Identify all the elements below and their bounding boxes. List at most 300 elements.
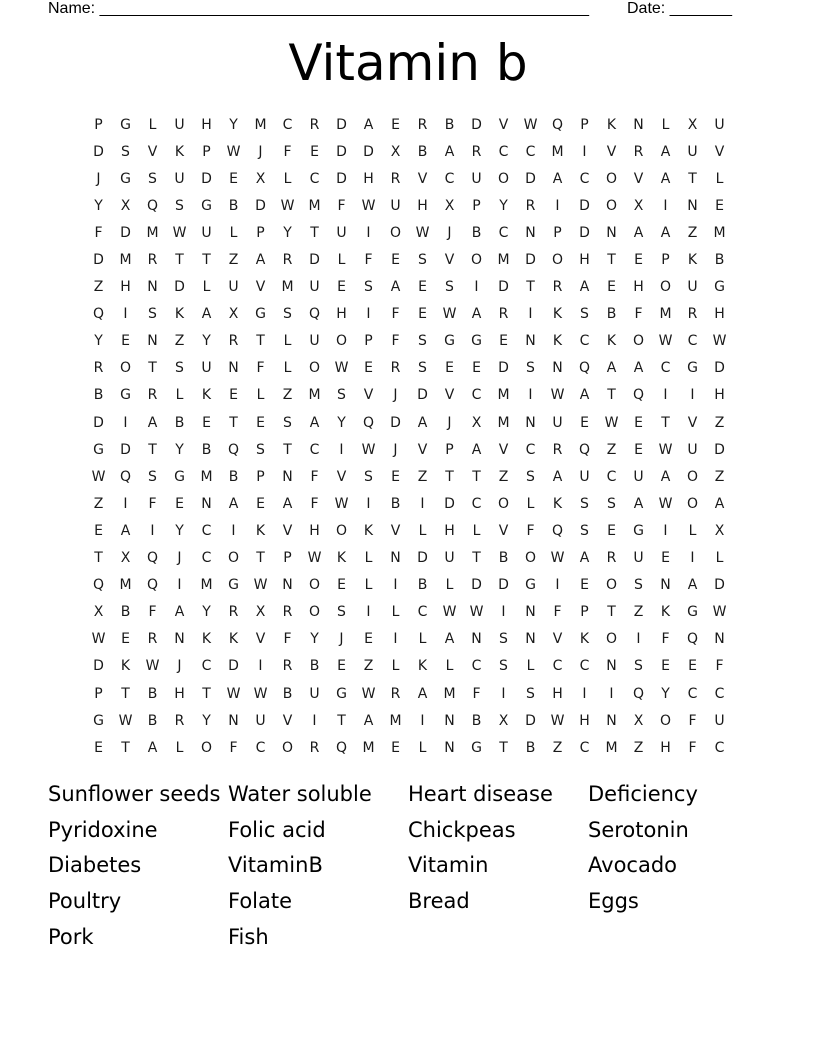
- grid-letter: E: [418, 306, 427, 323]
- grid-letter: I: [366, 306, 371, 323]
- grid-letter: K: [363, 522, 374, 539]
- grid-letter: O: [200, 739, 213, 756]
- grid-letter: O: [686, 468, 699, 485]
- grid-letter: S: [148, 468, 157, 485]
- grid-letter: U: [714, 712, 725, 729]
- word-list-item: VitaminB: [228, 853, 323, 878]
- grid-letter: V: [714, 143, 725, 160]
- grid-letter: N: [525, 631, 536, 648]
- grid-letter: R: [687, 306, 698, 323]
- grid-letter: S: [580, 495, 589, 512]
- grid-letter: C: [687, 685, 698, 702]
- grid-letter: I: [582, 685, 587, 702]
- grid-letter: M: [443, 685, 456, 702]
- grid-letter: W: [523, 116, 538, 133]
- grid-letter: W: [307, 550, 322, 567]
- grid-letter: M: [659, 306, 672, 323]
- grid-letter: I: [366, 495, 371, 512]
- grid-letter: X: [255, 604, 266, 621]
- grid-letter: C: [417, 604, 428, 621]
- grid-letter: X: [444, 197, 455, 214]
- grid-letter: I: [528, 387, 533, 404]
- grid-letter: H: [417, 197, 428, 214]
- grid-letter: E: [607, 279, 616, 296]
- grid-letter: D: [93, 414, 104, 431]
- grid-letter: L: [526, 495, 535, 512]
- grid-letter: H: [174, 685, 185, 702]
- grid-letter: W: [442, 306, 457, 323]
- grid-letter: F: [391, 306, 400, 323]
- grid-letter: I: [150, 522, 155, 539]
- grid-letter: M: [389, 712, 402, 729]
- grid-letter: D: [336, 170, 347, 187]
- grid-letter: B: [120, 604, 131, 621]
- grid-letter: K: [174, 306, 185, 323]
- grid-letter: R: [282, 604, 293, 621]
- grid-letter: N: [228, 712, 239, 729]
- puzzle-title: Vitamin b: [288, 34, 528, 92]
- grid-letter: N: [471, 631, 482, 648]
- grid-letter: G: [444, 333, 455, 350]
- grid-letter: S: [526, 685, 535, 702]
- grid-letter: E: [337, 577, 346, 594]
- grid-letter: X: [255, 170, 266, 187]
- grid-letter: W: [253, 577, 268, 594]
- grid-letter: G: [714, 279, 725, 296]
- grid-letter: R: [147, 387, 158, 404]
- grid-letter: E: [391, 739, 400, 756]
- grid-letter: R: [174, 712, 185, 729]
- grid-letter: C: [309, 441, 320, 458]
- grid-letter: U: [633, 468, 644, 485]
- grid-letter: M: [497, 414, 510, 431]
- grid-letter: H: [309, 522, 320, 539]
- grid-letter: D: [579, 197, 590, 214]
- grid-letter: N: [525, 414, 536, 431]
- grid-letter: J: [258, 143, 263, 160]
- grid-row: [85, 707, 733, 734]
- grid-letter: O: [632, 333, 645, 350]
- grid-letter: W: [550, 387, 565, 404]
- grid-letter: N: [444, 739, 455, 756]
- grid-letter: S: [337, 604, 346, 621]
- grid-letter: G: [471, 739, 482, 756]
- grid-letter: C: [660, 360, 671, 377]
- grid-letter: C: [579, 333, 590, 350]
- grid-row: [85, 517, 733, 544]
- grid-letter: O: [308, 604, 321, 621]
- word-list-item: Folic acid: [228, 817, 326, 842]
- grid-letter: I: [609, 685, 614, 702]
- grid-letter: B: [228, 468, 239, 485]
- grid-letter: K: [606, 116, 617, 133]
- grid-letter: E: [337, 279, 346, 296]
- grid-letter: V: [336, 468, 347, 485]
- grid-letter: X: [390, 143, 401, 160]
- grid-letter: A: [552, 468, 563, 485]
- grid-letter: F: [715, 658, 724, 675]
- grid-letter: B: [714, 252, 725, 269]
- grid-letter: N: [390, 550, 401, 567]
- grid-letter: F: [526, 522, 535, 539]
- grid-letter: F: [283, 143, 292, 160]
- grid-letter: A: [444, 143, 455, 160]
- grid-letter: O: [497, 170, 510, 187]
- grid-letter: Y: [499, 197, 508, 214]
- grid-letter: S: [364, 279, 373, 296]
- grid-letter: T: [607, 604, 616, 621]
- grid-letter: A: [471, 441, 482, 458]
- grid-letter: R: [552, 441, 563, 458]
- grid-letter: F: [553, 604, 562, 621]
- grid-letter: A: [606, 360, 617, 377]
- grid-row: [85, 246, 733, 273]
- grid-letter: K: [552, 495, 563, 512]
- grid-letter: N: [606, 658, 617, 675]
- grid-letter: D: [390, 414, 401, 431]
- grid-letter: X: [498, 712, 509, 729]
- grid-row: [85, 192, 733, 219]
- grid-letter: G: [633, 522, 644, 539]
- grid-letter: Z: [687, 224, 698, 241]
- grid-letter: C: [282, 116, 293, 133]
- grid-letter: C: [498, 143, 509, 160]
- grid-letter: X: [714, 522, 725, 539]
- grid-letter: E: [175, 495, 184, 512]
- grid-letter: D: [255, 197, 266, 214]
- grid-letter: E: [310, 143, 319, 160]
- grid-letter: J: [177, 550, 182, 567]
- grid-letter: W: [604, 414, 619, 431]
- grid-letter: P: [472, 197, 481, 214]
- grid-letter: F: [256, 360, 265, 377]
- grid-letter: Q: [362, 414, 375, 431]
- grid-letter: O: [659, 712, 672, 729]
- grid-letter: M: [254, 116, 267, 133]
- grid-letter: W: [172, 224, 187, 241]
- grid-letter: U: [336, 224, 347, 241]
- word-list-item: Fish: [228, 924, 269, 949]
- word-list-item: Eggs: [588, 889, 639, 914]
- grid-letter: A: [633, 360, 644, 377]
- grid-letter: A: [579, 550, 590, 567]
- grid-letter: I: [339, 441, 344, 458]
- grid-letter: C: [201, 550, 212, 567]
- grid-row: [85, 301, 733, 328]
- grid-letter: Q: [632, 387, 645, 404]
- grid-letter: S: [418, 333, 427, 350]
- grid-letter: N: [147, 333, 158, 350]
- grid-letter: V: [390, 522, 401, 539]
- grid-letter: L: [175, 739, 184, 756]
- date-field-label: Date: _______: [627, 0, 732, 17]
- grid-letter: X: [120, 197, 131, 214]
- grid-letter: A: [660, 170, 671, 187]
- grid-letter: F: [229, 739, 238, 756]
- grid-letter: L: [364, 550, 373, 567]
- grid-letter: W: [658, 495, 673, 512]
- grid-letter: S: [256, 441, 265, 458]
- grid-letter: L: [715, 170, 724, 187]
- grid-letter: E: [499, 333, 508, 350]
- grid-letter: R: [93, 360, 104, 377]
- grid-letter: T: [499, 739, 508, 756]
- grid-letter: E: [202, 414, 211, 431]
- grid-letter: T: [121, 685, 130, 702]
- grid-letter: S: [418, 252, 427, 269]
- grid-letter: K: [120, 658, 131, 675]
- grid-letter: D: [417, 550, 428, 567]
- grid-letter: V: [417, 441, 428, 458]
- grid-row: [85, 219, 733, 246]
- grid-letter: C: [606, 468, 617, 485]
- grid-letter: A: [633, 495, 644, 512]
- grid-letter: G: [471, 333, 482, 350]
- grid-letter: K: [336, 550, 347, 567]
- grid-letter: O: [335, 333, 348, 350]
- grid-letter: H: [336, 306, 347, 323]
- grid-letter: N: [633, 116, 644, 133]
- grid-letter: F: [310, 495, 319, 512]
- grid-row: [85, 653, 733, 680]
- grid-letter: V: [633, 170, 644, 187]
- grid-letter: K: [201, 387, 212, 404]
- grid-letter: D: [336, 143, 347, 160]
- grid-letter: N: [687, 197, 698, 214]
- grid-letter: N: [525, 604, 536, 621]
- grid-letter: P: [256, 468, 265, 485]
- grid-letter: R: [147, 252, 158, 269]
- grid-letter: P: [553, 224, 562, 241]
- grid-letter: Z: [363, 658, 374, 675]
- grid-letter: J: [96, 170, 101, 187]
- grid-letter: M: [551, 143, 564, 160]
- grid-letter: T: [256, 550, 265, 567]
- grid-letter: T: [607, 252, 616, 269]
- grid-letter: D: [93, 143, 104, 160]
- grid-letter: N: [552, 360, 563, 377]
- grid-letter: M: [119, 577, 132, 594]
- grid-letter: I: [123, 306, 128, 323]
- grid-letter: Q: [146, 197, 159, 214]
- grid-letter: Z: [174, 333, 185, 350]
- grid-letter: T: [256, 333, 265, 350]
- grid-letter: G: [336, 685, 347, 702]
- grid-letter: L: [202, 279, 211, 296]
- grid-letter: E: [391, 116, 400, 133]
- grid-letter: D: [498, 279, 509, 296]
- grid-letter: L: [445, 658, 454, 675]
- grid-letter: L: [337, 252, 346, 269]
- grid-row: [85, 409, 733, 436]
- grid-letter: E: [472, 360, 481, 377]
- grid-letter: V: [552, 631, 563, 648]
- grid-letter: K: [201, 631, 212, 648]
- grid-letter: I: [393, 631, 398, 648]
- grid-letter: W: [334, 360, 349, 377]
- grid-letter: Z: [714, 414, 725, 431]
- grid-letter: F: [148, 495, 157, 512]
- grid-row: [85, 436, 733, 463]
- grid-letter: L: [175, 387, 184, 404]
- grid-letter: P: [580, 116, 589, 133]
- grid-letter: F: [688, 712, 697, 729]
- grid-letter: R: [282, 658, 293, 675]
- word-list-item: Diabetes: [48, 853, 142, 878]
- grid-letter: T: [607, 387, 616, 404]
- grid-letter: U: [687, 143, 698, 160]
- grid-letter: C: [552, 658, 563, 675]
- grid-letter: H: [201, 116, 212, 133]
- grid-letter: C: [471, 495, 482, 512]
- grid-letter: D: [120, 441, 131, 458]
- grid-letter: W: [226, 143, 241, 160]
- grid-letter: Q: [551, 116, 564, 133]
- grid-letter: N: [606, 712, 617, 729]
- grid-letter: W: [145, 658, 160, 675]
- grid-letter: O: [227, 550, 240, 567]
- grid-letter: E: [715, 197, 724, 214]
- grid-letter: Y: [94, 333, 103, 350]
- grid-letter: L: [418, 522, 427, 539]
- word-list-item: Avocado: [588, 853, 678, 878]
- grid-letter: R: [525, 197, 536, 214]
- grid-letter: C: [471, 658, 482, 675]
- grid-letter: V: [498, 522, 509, 539]
- grid-letter: U: [309, 279, 320, 296]
- grid-letter: V: [282, 712, 293, 729]
- grid-letter: A: [174, 604, 185, 621]
- grid-letter: A: [201, 306, 212, 323]
- grid-letter: A: [390, 279, 401, 296]
- grid-letter: S: [121, 143, 130, 160]
- grid-letter: F: [148, 604, 157, 621]
- grid-letter: V: [606, 143, 617, 160]
- grid-letter: I: [177, 577, 182, 594]
- grid-letter: D: [714, 441, 725, 458]
- grid-letter: Q: [146, 550, 159, 567]
- grid-letter: Q: [146, 577, 159, 594]
- grid-letter: G: [201, 197, 212, 214]
- grid-letter: A: [417, 685, 428, 702]
- grid-letter: G: [120, 116, 131, 133]
- grid-letter: R: [309, 739, 320, 756]
- grid-letter: E: [337, 658, 346, 675]
- grid-letter: C: [309, 170, 320, 187]
- grid-letter: K: [417, 658, 428, 675]
- grid-letter: S: [499, 658, 508, 675]
- grid-letter: E: [256, 495, 265, 512]
- grid-letter: F: [94, 224, 103, 241]
- grid-letter: W: [442, 604, 457, 621]
- grid-letter: U: [174, 170, 185, 187]
- grid-letter: D: [174, 279, 185, 296]
- grid-letter: H: [444, 522, 455, 539]
- grid-row: [85, 599, 733, 626]
- grid-letter: D: [498, 577, 509, 594]
- grid-letter: Q: [632, 685, 645, 702]
- grid-letter: H: [363, 170, 374, 187]
- grid-letter: C: [579, 658, 590, 675]
- grid-letter: U: [579, 468, 590, 485]
- grid-letter: G: [255, 306, 266, 323]
- grid-row: [85, 626, 733, 653]
- word-list-item: Pyridoxine: [48, 817, 158, 842]
- grid-letter: W: [415, 224, 430, 241]
- grid-letter: M: [119, 252, 132, 269]
- word-list-item: Water soluble: [228, 782, 372, 806]
- grid-letter: E: [229, 387, 238, 404]
- grid-letter: Z: [714, 468, 725, 485]
- grid-row: [85, 545, 733, 572]
- grid-letter: A: [120, 522, 131, 539]
- grid-letter: T: [688, 170, 697, 187]
- grid-letter: U: [255, 712, 266, 729]
- grid-letter: B: [282, 685, 293, 702]
- grid-letter: O: [524, 550, 537, 567]
- grid-letter: J: [393, 441, 398, 458]
- grid-letter: E: [94, 522, 103, 539]
- grid-row: [85, 734, 733, 761]
- grid-letter: O: [686, 495, 699, 512]
- grid-letter: T: [94, 550, 103, 567]
- grid-letter: B: [390, 495, 401, 512]
- grid-letter: B: [228, 197, 239, 214]
- grid-letter: N: [147, 279, 158, 296]
- grid-letter: Q: [578, 441, 591, 458]
- grid-letter: D: [93, 252, 104, 269]
- grid-letter: R: [228, 333, 239, 350]
- grid-letter: S: [634, 658, 643, 675]
- grid-letter: W: [91, 631, 106, 648]
- grid-letter: V: [417, 170, 428, 187]
- grid-letter: O: [308, 360, 321, 377]
- grid-letter: T: [337, 712, 346, 729]
- grid-letter: O: [281, 739, 294, 756]
- grid-letter: L: [661, 116, 670, 133]
- grid-letter: L: [472, 522, 481, 539]
- grid-letter: H: [579, 252, 590, 269]
- grid-letter: A: [282, 495, 293, 512]
- grid-letter: E: [121, 333, 130, 350]
- grid-letter: A: [444, 631, 455, 648]
- grid-letter: C: [714, 739, 725, 756]
- grid-letter: E: [580, 577, 589, 594]
- word-list-item: Poultry: [48, 889, 122, 914]
- grid-letter: S: [175, 197, 184, 214]
- grid-letter: T: [472, 550, 481, 567]
- grid-letter: N: [282, 468, 293, 485]
- grid-letter: S: [526, 468, 535, 485]
- grid-letter: A: [255, 252, 266, 269]
- grid-letter: D: [228, 658, 239, 675]
- grid-letter: R: [282, 252, 293, 269]
- grid-letter: B: [174, 414, 185, 431]
- grid-letter: V: [255, 631, 266, 648]
- grid-letter: E: [688, 658, 697, 675]
- word-list-item: Heart disease: [408, 782, 553, 806]
- grid-letter: U: [633, 550, 644, 567]
- grid-letter: V: [498, 116, 509, 133]
- grid-letter: D: [498, 360, 509, 377]
- grid-letter: R: [471, 143, 482, 160]
- grid-letter: F: [283, 631, 292, 648]
- grid-letter: W: [280, 197, 295, 214]
- grid-letter: T: [148, 360, 157, 377]
- grid-letter: R: [309, 116, 320, 133]
- grid-letter: M: [200, 577, 213, 594]
- grid-letter: Y: [661, 685, 670, 702]
